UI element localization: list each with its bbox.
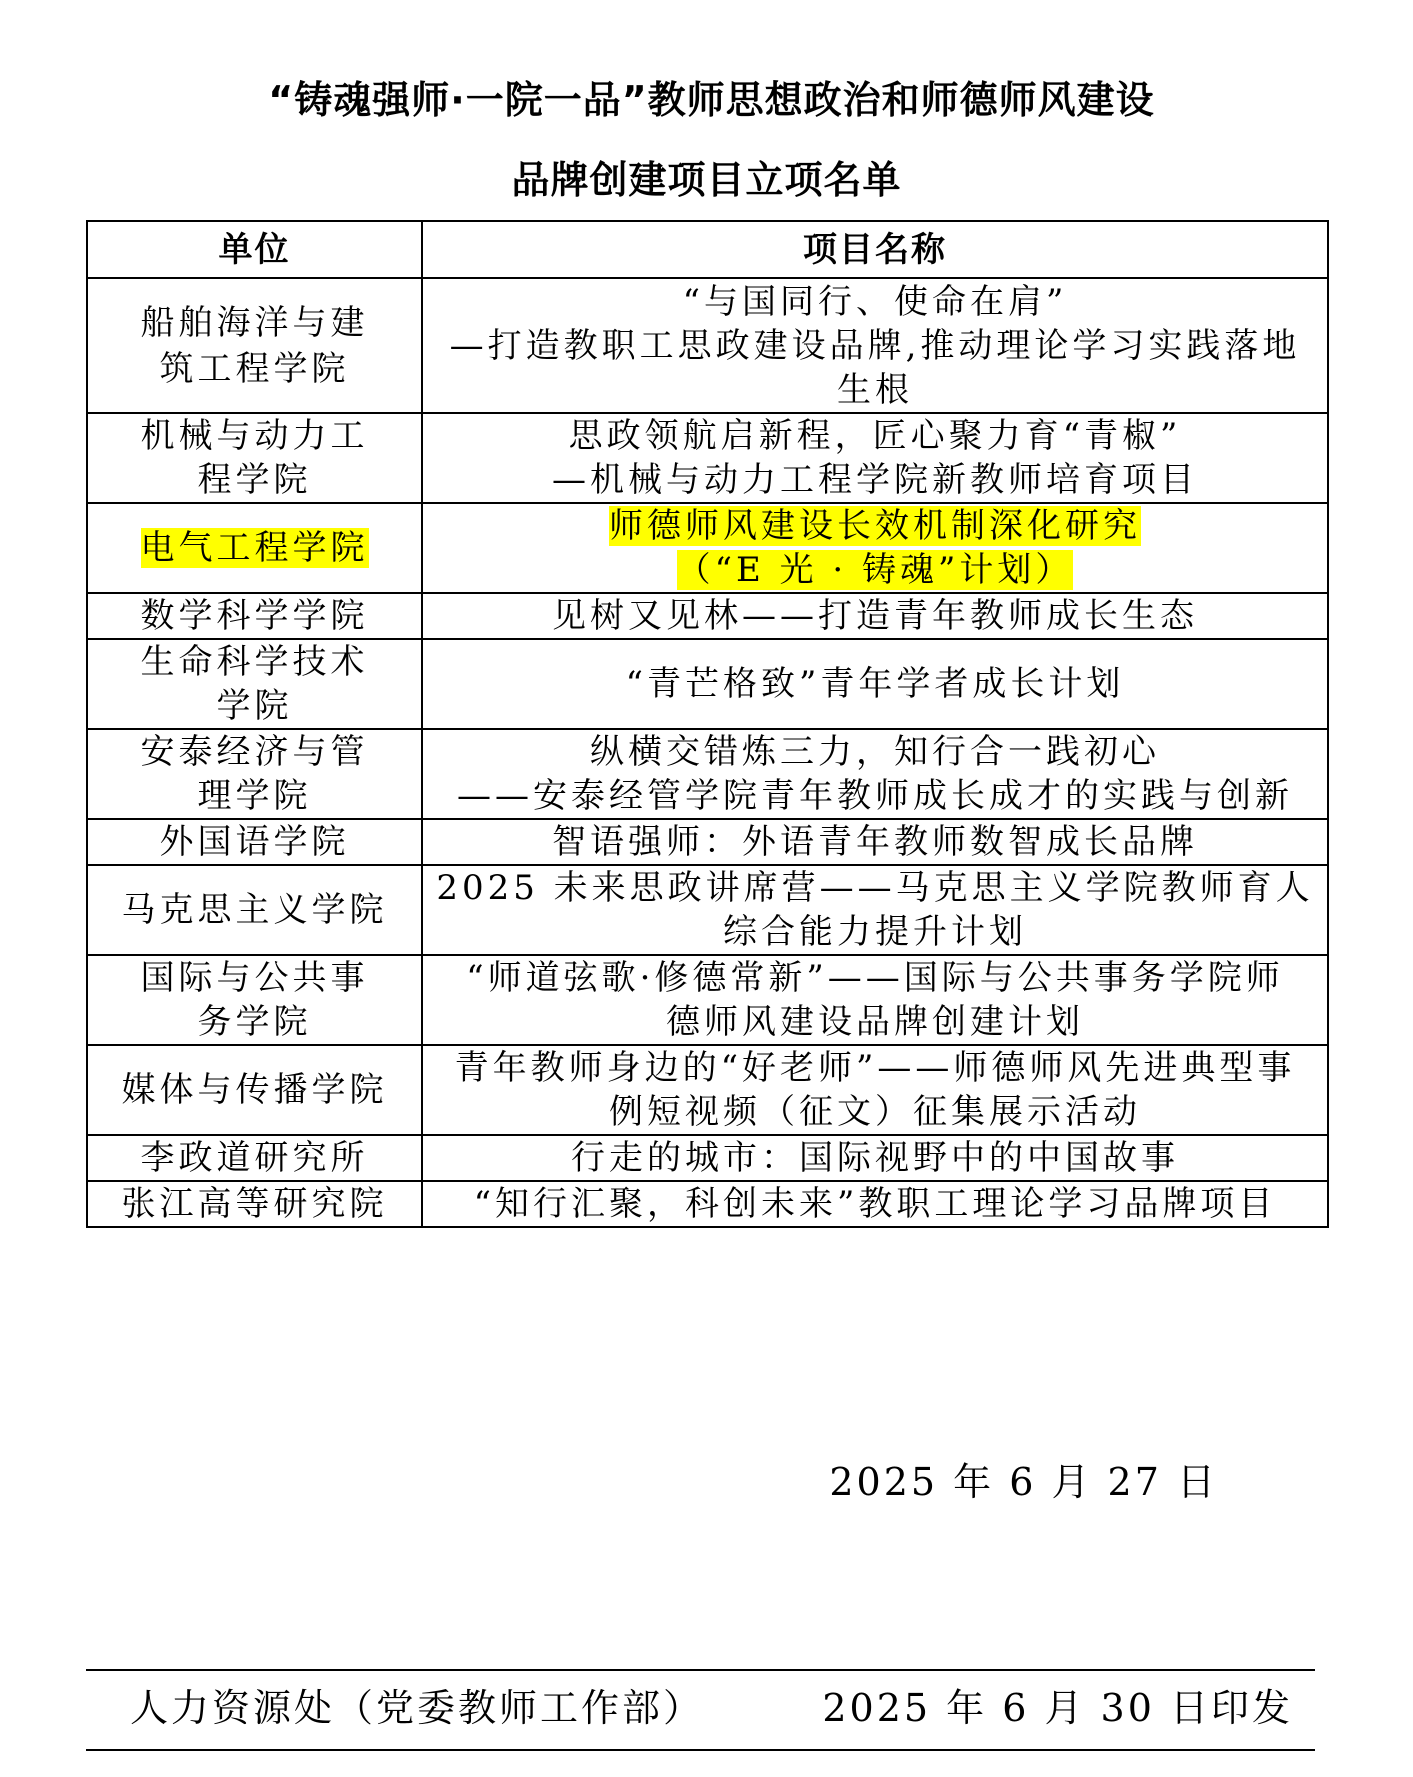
unit-cell [87, 865, 422, 955]
project-line: 生根 [837, 369, 913, 410]
document-date: 2025 年 6 月 27 日 [829, 1460, 1218, 1504]
table-row [87, 955, 1328, 1045]
table-row [87, 729, 1328, 819]
project-line: 青年教师身边的“好老师”——师德师风先进典型事 [454, 1048, 1296, 1088]
table-row [87, 413, 1328, 503]
project-cell [422, 1181, 1328, 1227]
project-line: “知行汇聚，科创未来”教职工理论学习品牌项目 [473, 1184, 1277, 1224]
unit-name: 李政道研究所 [140, 1138, 369, 1178]
footer-issuer: 人力资源处（党委教师工作部） [130, 1686, 705, 1730]
unit-cell [87, 278, 422, 413]
project-line: “青芒格致”青年学者成长计划 [625, 664, 1125, 704]
unit-name: 数学科学学院 [140, 596, 369, 636]
project-line: 行走的城市：国际视野中的中国故事 [571, 1138, 1179, 1178]
unit-name: 机械与动力工程学院 [140, 416, 369, 500]
unit-cell [87, 639, 422, 729]
project-line: 智语强师：外语青年教师数智成长品牌 [552, 822, 1198, 862]
document-title-line2: 品牌创建项目立项名单 [511, 158, 902, 202]
project-line: 德师风建设品牌创建计划 [666, 1002, 1084, 1042]
project-cell [422, 639, 1328, 729]
project-line: （“E 光 · 铸魂”计划） [676, 550, 1074, 590]
project-line: 例短视频（征文）征集展示活动 [609, 1092, 1141, 1132]
project-cell [422, 413, 1328, 503]
unit-name: 张江高等研究院 [121, 1184, 388, 1224]
table-row [87, 593, 1328, 639]
table-row [87, 503, 1328, 593]
project-cell [422, 955, 1328, 1045]
project-cell [422, 1135, 1328, 1181]
unit-name: 生命科学技术学院 [140, 642, 369, 726]
table-row [87, 865, 1328, 955]
project-line: ——安泰经管学院青年教师成长成才的实践与创新 [457, 776, 1293, 816]
project-table [86, 220, 1329, 1228]
project-cell [422, 1045, 1328, 1135]
document-title-line1: “铸魂强师·一院一品”教师思想政治和师德师风建设 [268, 78, 1155, 122]
header-unit: 单位 [87, 221, 422, 278]
footer-top-rule [86, 1669, 1315, 1671]
project-line: “与国同行、使命在肩” [682, 281, 1068, 322]
unit-cell [87, 1045, 422, 1135]
project-line: 综合能力提升计划 [723, 912, 1027, 952]
table-row [87, 1045, 1328, 1135]
header-project: 项目名称 [422, 221, 1328, 278]
unit-cell [87, 1135, 422, 1181]
project-line: “师道弦歌·修德常新”——国际与公共事务学院师 [466, 958, 1284, 998]
table-header-row [87, 221, 1328, 278]
unit-name: 电气工程学院 [140, 528, 369, 568]
unit-name: 国际与公共事务学院 [140, 958, 369, 1042]
unit-name: 媒体与传播学院 [121, 1070, 388, 1110]
table-row [87, 1181, 1328, 1227]
unit-cell [87, 593, 422, 639]
table-row [87, 278, 1328, 413]
table-row [87, 819, 1328, 865]
unit-name: 马克思主义学院 [121, 890, 388, 930]
unit-name: 船舶海洋与建筑工程学院 [140, 302, 369, 389]
footer-bottom-rule [86, 1749, 1315, 1751]
project-line: 纵横交错炼三力，知行合一践初心 [590, 732, 1160, 772]
project-line: 思政领航启新程，匠心聚力育“青椒” [568, 416, 1182, 456]
project-cell [422, 819, 1328, 865]
project-line: 2025 未来思政讲席营——马克思主义学院教师育人 [436, 868, 1314, 908]
unit-name: 安泰经济与管理学院 [140, 732, 369, 816]
project-cell [422, 729, 1328, 819]
project-line: —打造教职工思政建设品牌,推动理论学习实践落地 [449, 325, 1301, 366]
footer-issue-date: 2025 年 6 月 30 日印发 [822, 1686, 1293, 1730]
project-cell [422, 503, 1328, 593]
unit-cell [87, 413, 422, 503]
unit-cell [87, 729, 422, 819]
project-cell [422, 278, 1328, 413]
unit-cell [87, 1181, 422, 1227]
project-line: 见树又见林——打造青年教师成长生态 [552, 596, 1198, 636]
project-cell [422, 865, 1328, 955]
project-line: 师德师风建设长效机制深化研究 [609, 506, 1141, 546]
project-line: —机械与动力工程学院新教师培育项目 [552, 460, 1198, 500]
unit-cell [87, 955, 422, 1045]
unit-cell [87, 503, 422, 593]
unit-name: 外国语学院 [159, 822, 350, 862]
table-row [87, 639, 1328, 729]
table-row [87, 1135, 1328, 1181]
project-cell [422, 593, 1328, 639]
unit-cell [87, 819, 422, 865]
